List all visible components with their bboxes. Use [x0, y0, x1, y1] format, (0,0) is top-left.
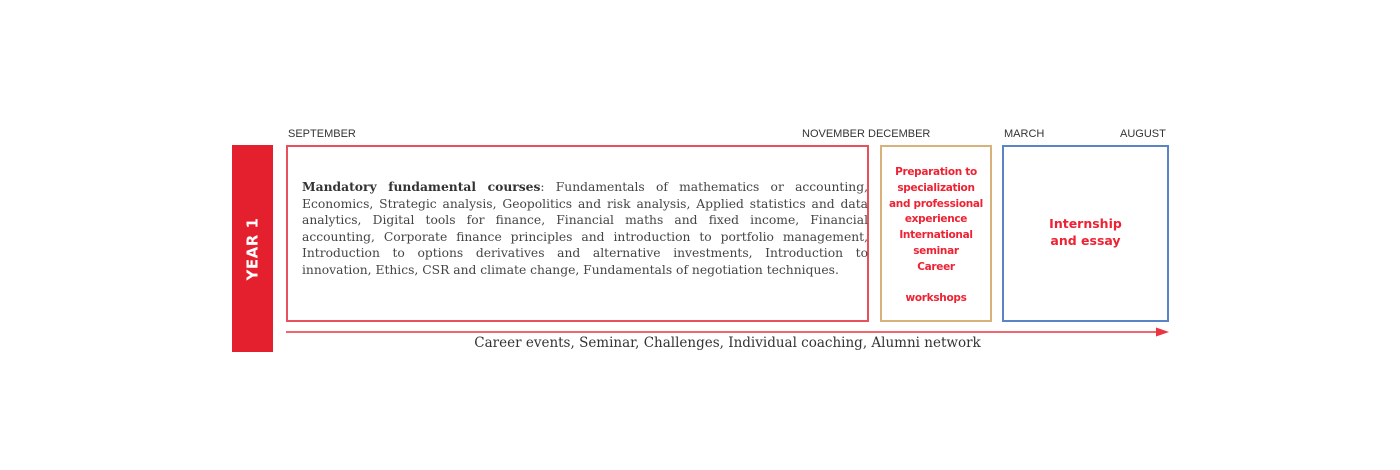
preparation-line: specialization [897, 181, 975, 194]
courses-list: : Fundamentals of mathematics or accounting, Economics, Strategic analysis, Geopolitics and risk analysis, Applied statistics and data analytics, Digital tools for finance, Financial maths and fixed income, Financial accounting, Corporate finance principles and introduction to portfolio management, Introduction to options derivatives and alternative investments, Introduction to innovation, Ethics, CSR and climate change, Fundamentals of negotiation techniques. [302, 180, 868, 277]
preparation-line: experience [904, 213, 968, 226]
courses-heading: Mandatory fundamental courses [302, 179, 541, 194]
preparation-line: Career [917, 260, 955, 273]
preparation-line: workshops [905, 292, 967, 305]
timeline-caption: Career events, Seminar, Challenges, Individual coaching, Alumni network [474, 335, 981, 351]
internship-box [1002, 145, 1169, 322]
month-november-december: NOVEMBER DECEMBER [802, 128, 931, 140]
year-bar [232, 145, 273, 352]
month-march: MARCH [1004, 128, 1045, 140]
preparation-box [880, 145, 992, 322]
month-august: AUGUST [1120, 128, 1166, 140]
mandatory-courses-box [286, 145, 869, 322]
courses-text [302, 179, 868, 278]
month-september: SEPTEMBER [288, 128, 356, 140]
internship-line: and essay [1050, 232, 1121, 248]
preparation-line-spacer [882, 276, 990, 292]
preparation-line: Preparation to [895, 166, 977, 178]
preparation-line: International [899, 229, 973, 242]
internship-line: Internship [1049, 215, 1122, 231]
year-label: YEAR 1 [243, 217, 262, 280]
internship-text [1049, 215, 1122, 253]
preparation-line: and professional [888, 197, 983, 210]
preparation-line: seminar [913, 244, 959, 257]
